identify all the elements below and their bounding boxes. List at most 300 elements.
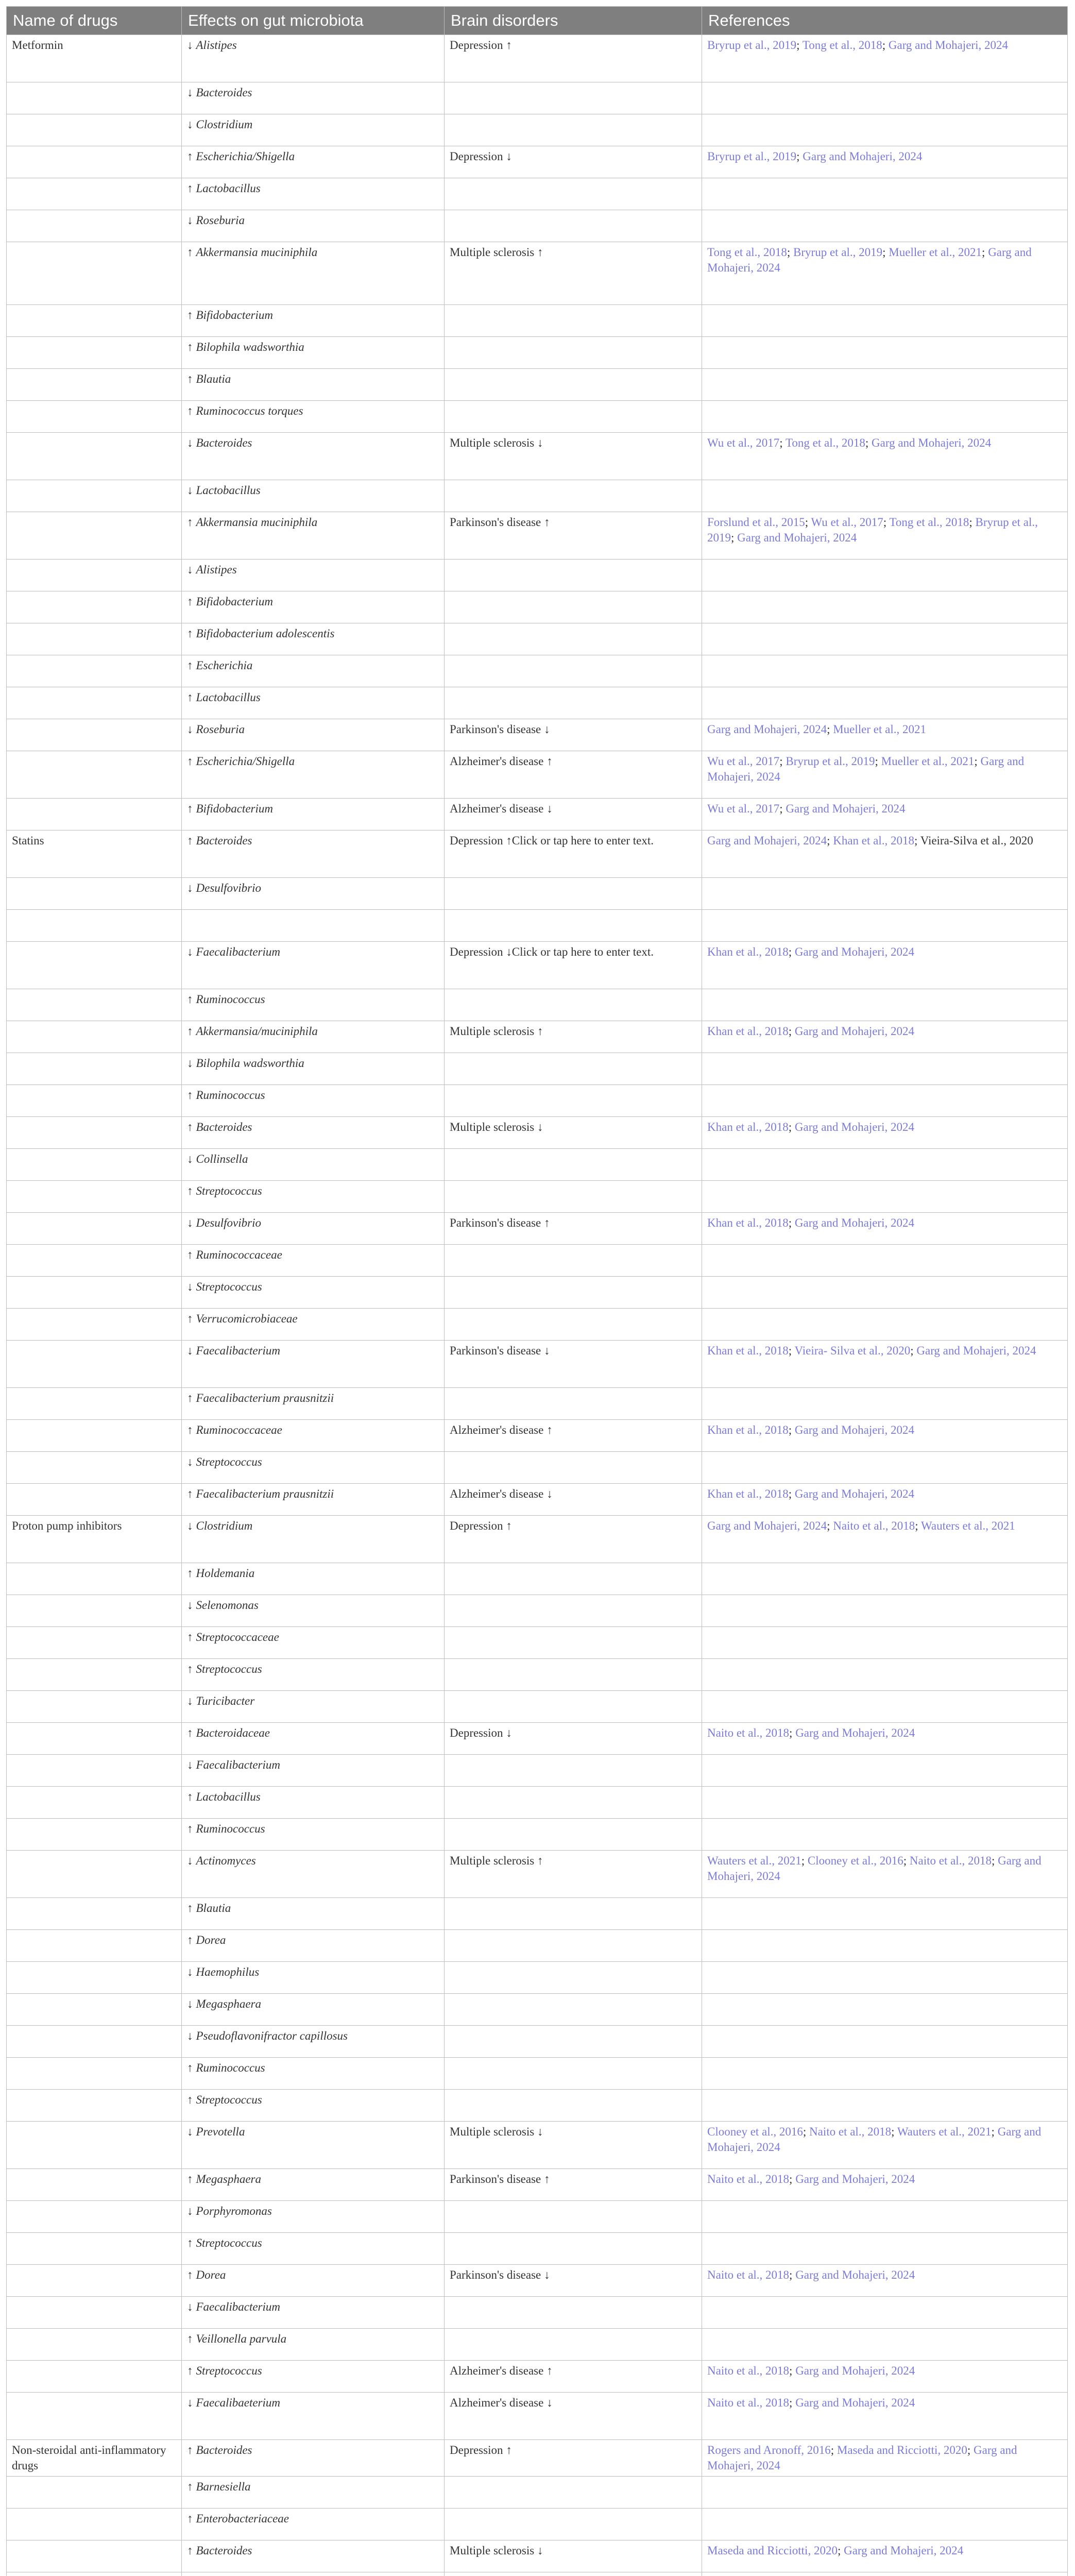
reference-separator: ; [789, 2268, 796, 2281]
reference-separator: ; [789, 1726, 796, 1739]
direction-arrow-icon: ↑ [187, 341, 193, 353]
brain-disorder-cell: Alzheimer's disease ↓ [445, 1484, 702, 1516]
microbiota-effect-cell [182, 2090, 445, 2122]
direction-arrow-icon: ↑ [187, 595, 193, 608]
references-cell [702, 687, 1068, 719]
brain-disorder-cell: Multiple sclerosis ↑ [445, 1021, 702, 1053]
table-row [7, 433, 1068, 480]
brain-disorder-cell: Parkinson's disease ↓ [445, 719, 702, 751]
drug-name-cell [7, 910, 182, 942]
drug-name-cell [7, 512, 182, 560]
table-row [7, 942, 1068, 989]
brain-disorder-cell [445, 1388, 702, 1420]
drug-name-cell [7, 1309, 182, 1341]
direction-arrow-icon: ↑ [187, 627, 193, 640]
reference-link[interactable]: Tong et al., 2018 [802, 39, 882, 52]
table-row [7, 1851, 1068, 1898]
reference-link[interactable]: Khan et al., 2018 [707, 1025, 789, 1038]
bacteria-name: Ruminococcus [196, 993, 265, 1006]
reference-link[interactable]: Maseda and Ricciotti, 2020 [707, 2544, 838, 2557]
references-cell [702, 1452, 1068, 1484]
table-row [7, 2090, 1068, 2122]
reference-link[interactable]: Garg and Mohajeri, 2024 [707, 246, 1032, 274]
drug-name-cell [7, 178, 182, 210]
reference-link[interactable]: Tong et al., 2018 [707, 246, 787, 259]
drug-name-cell [7, 1930, 182, 1962]
reference-link[interactable]: Garg and Mohajeri, 2024 [803, 150, 923, 163]
reference-link[interactable]: Bryrup et al., 2019 [707, 516, 1038, 544]
microbiota-effect-cell [182, 2201, 445, 2233]
brain-disorder-cell: Alzheimer's disease ↓ [445, 2393, 702, 2440]
table-row [7, 1930, 1068, 1962]
reference-link[interactable]: Naito et al., 2018 [707, 2173, 790, 2185]
microbiota-effect-cell [182, 480, 445, 512]
brain-disorder-cell [445, 1452, 702, 1484]
reference-link[interactable]: Wauters et al., 2021 [897, 2125, 992, 2138]
microbiota-effect-cell [182, 337, 445, 369]
reference-link[interactable]: Khan et al., 2018 [833, 834, 914, 847]
microbiota-effect-cell [182, 2509, 445, 2540]
direction-arrow-icon: ↑ [187, 2544, 193, 2557]
table-row [7, 1021, 1068, 1053]
reference-link[interactable]: Maseda and Ricciotti, 2020 [837, 2444, 967, 2456]
drug-name-cell [7, 1691, 182, 1723]
direction-arrow-icon: ↑ [187, 309, 193, 321]
direction-arrow-icon: ↑ [187, 2236, 193, 2249]
brain-disorder-cell: Depression ↓ [445, 1723, 702, 1755]
reference-link[interactable]: Garg and Mohajeri, 2024 [707, 834, 827, 847]
reference-link[interactable]: Garg and Mohajeri, 2024 [872, 436, 992, 449]
brain-disorder-cell [445, 2090, 702, 2122]
bacteria-name: Ruminococcus [196, 2061, 265, 2074]
references-cell [702, 623, 1068, 655]
table-row [7, 146, 1068, 178]
drug-name-cell: Non-steroidal anti-inflammatory drugs [7, 2440, 182, 2477]
table-row [7, 1181, 1068, 1213]
direction-arrow-icon: ↓ [187, 945, 193, 958]
references-cell [702, 1787, 1068, 1819]
brain-disorder-cell: Parkinson's disease ↓ [445, 1341, 702, 1388]
drug-name-cell [7, 1627, 182, 1659]
drug-name-cell [7, 1277, 182, 1309]
reference-link[interactable]: Garg and Mohajeri, 2024 [795, 2173, 915, 2185]
direction-arrow-icon: ↑ [187, 1663, 193, 1675]
direction-arrow-icon: ↓ [187, 1854, 193, 1867]
drug-name-cell [7, 1213, 182, 1245]
reference-link[interactable]: Wauters et al., 2021 [921, 1519, 1015, 1532]
table-row [7, 2572, 1068, 2576]
table-row [7, 2297, 1068, 2329]
bacteria-name: Bifidobacterium [196, 309, 273, 321]
microbiota-effect-cell [182, 1627, 445, 1659]
bacteria-name: Desulfovibrio [196, 1216, 261, 1229]
drug-name-cell [7, 1787, 182, 1819]
reference-link[interactable]: Garg and Mohajeri, 2024 [707, 2125, 1042, 2154]
table-row [7, 623, 1068, 655]
brain-disorder-cell: Alzheimer's disease ↑ [445, 751, 702, 799]
reference-link[interactable]: Forslund et al., 2015 [707, 516, 805, 529]
reference-separator: ; [789, 2396, 796, 2409]
reference-link[interactable]: Tong et al., 2018 [785, 436, 865, 449]
brain-disorder-cell [445, 2297, 702, 2329]
microbiota-effect-cell [182, 2297, 445, 2329]
reference-link[interactable]: Wauters et al., 2021 [707, 1854, 801, 1867]
reference-link[interactable]: Garg and Mohajeri, 2024 [707, 1854, 1042, 1883]
table-row [7, 2361, 1068, 2393]
drug-name-cell [7, 1723, 182, 1755]
brain-disorder-cell [445, 1245, 702, 1277]
reference-link[interactable]: Garg and Mohajeri, 2024 [794, 1487, 914, 1500]
bacteria-name: Clostridium [196, 1519, 253, 1532]
brain-disorder-cell [445, 1053, 702, 1085]
reference-link[interactable]: Garg and Mohajeri, 2024 [794, 1423, 914, 1436]
microbiota-effect-cell [182, 1755, 445, 1787]
brain-disorder-cell [445, 1563, 702, 1595]
reference-link[interactable]: Clooney et al., 2016 [807, 1854, 903, 1867]
reference-link[interactable]: Mueller et al., 2021 [889, 246, 982, 259]
table-header [7, 7, 1068, 35]
table-row [7, 1723, 1068, 1755]
references-cell [702, 2122, 1068, 2169]
bacteria-name: Desulfovibrio [196, 882, 261, 894]
bacteria-name: Megasphaera [196, 2173, 261, 2185]
direction-arrow-icon: ↓ [187, 1344, 193, 1357]
table-row [7, 1277, 1068, 1309]
direction-arrow-icon: ↑ [187, 2093, 193, 2106]
bacteria-name: Megasphaera [196, 1997, 261, 2010]
brain-disorder-cell [445, 114, 702, 146]
references-cell [702, 1309, 1068, 1341]
table-row [7, 1563, 1068, 1595]
drug-name-cell: Statins [7, 831, 182, 878]
table-row [7, 1691, 1068, 1723]
direction-arrow-icon: ↓ [187, 1216, 193, 1229]
drug-name-cell [7, 1962, 182, 1994]
table-row [7, 1420, 1068, 1452]
direction-arrow-icon: ↑ [187, 691, 193, 704]
reference-separator: ; [883, 516, 890, 529]
reference-link[interactable]: Naito et al., 2018 [707, 2364, 790, 2377]
reference-separator: ; [788, 1121, 795, 1133]
bacteria-name: Actinomyces [196, 1854, 256, 1867]
header-row [7, 7, 1068, 35]
brain-disorder-cell [445, 910, 702, 942]
reference-link[interactable]: Clooney et al., 2016 [707, 2125, 803, 2138]
microbiota-effect-cell [182, 1723, 445, 1755]
reference-link[interactable]: Garg and Mohajeri, 2024 [794, 1025, 914, 1038]
reference-link[interactable]: Garg and Mohajeri, 2024 [794, 945, 914, 958]
direction-arrow-icon: ↓ [187, 1455, 193, 1468]
references-cell [702, 2477, 1068, 2509]
reference-link[interactable]: Naito et al., 2018 [909, 1854, 992, 1867]
reference-link[interactable]: Garg and Mohajeri, 2024 [888, 39, 1008, 52]
microbiota-effect-cell [182, 655, 445, 687]
references-cell [702, 2440, 1068, 2477]
table-row [7, 1994, 1068, 2026]
reference-link[interactable]: Garg and Mohajeri, 2024 [707, 2444, 1017, 2472]
reference-link[interactable]: Garg and Mohajeri, 2024 [786, 802, 906, 815]
reference-link[interactable]: Garg and Mohajeri, 2024 [795, 2364, 915, 2377]
references-cell [702, 2540, 1068, 2572]
brain-disorder-cell [445, 1755, 702, 1787]
drug-name-cell [7, 1245, 182, 1277]
microbiota-effect-cell [182, 2233, 445, 2265]
reference-link[interactable]: Garg and Mohajeri, 2024 [795, 2396, 915, 2409]
direction-arrow-icon: ↓ [187, 2029, 193, 2042]
references-cell [702, 1723, 1068, 1755]
references-cell [702, 831, 1068, 878]
microbiota-effect-cell [182, 1021, 445, 1053]
reference-link[interactable]: Bryrup et al., 2019 [707, 39, 797, 52]
drug-name-cell [7, 82, 182, 114]
table-row [7, 1245, 1068, 1277]
brain-disorder-cell [445, 1930, 702, 1962]
brain-disorder-cell: Depression ↓Click or tap here to enter text. [445, 942, 702, 989]
reference-separator: ; [865, 436, 872, 449]
reference-link[interactable]: Khan et al., 2018 [707, 945, 789, 958]
brain-disorder-cell [445, 1085, 702, 1117]
reference-link[interactable]: Khan et al., 2018 [707, 1121, 789, 1133]
bacteria-name: Akkermansia muciniphila [196, 246, 318, 259]
reference-link[interactable]: Khan et al., 2018 [707, 1216, 789, 1229]
reference-link[interactable]: Tong et al., 2018 [889, 516, 969, 529]
microbiota-effect-cell [182, 989, 445, 1021]
microbiota-effect-cell [182, 1595, 445, 1627]
drug-name-cell [7, 1484, 182, 1516]
brain-disorder-cell: Depression ↑ [445, 1516, 702, 1563]
header-references: References [702, 7, 1068, 35]
table-row [7, 1627, 1068, 1659]
microbiota-effect-cell [182, 1085, 445, 1117]
direction-arrow-icon: ↑ [187, 1790, 193, 1803]
references-cell [702, 512, 1068, 560]
reference-link[interactable]: Mueller et al., 2021 [881, 755, 975, 768]
brain-disorder-cell [445, 1994, 702, 2026]
drug-name-cell [7, 1085, 182, 1117]
reference-link[interactable]: Wu et al., 2017 [707, 802, 780, 815]
brain-disorder-cell: Parkinson's disease ↓ [445, 2265, 702, 2297]
drug-name-cell [7, 1420, 182, 1452]
reference-link[interactable]: Bryrup et al., 2019 [707, 150, 797, 163]
direction-arrow-icon: ↑ [187, 1487, 193, 1500]
direction-arrow-icon: ↑ [187, 182, 193, 195]
drug-name-cell [7, 210, 182, 242]
drug-name-cell [7, 591, 182, 623]
bacteria-name: Alistipes [196, 39, 237, 52]
bacteria-name: Lactobacillus [196, 1790, 261, 1803]
reference-link[interactable]: Naito et al., 2018 [707, 2268, 790, 2281]
references-cell [702, 878, 1068, 910]
header-brain-disorders: Brain disorders [445, 7, 702, 35]
table-row [7, 480, 1068, 512]
reference-link[interactable]: Khan et al., 2018 [707, 1487, 789, 1500]
reference-link[interactable]: Naito et al., 2018 [707, 2396, 790, 2409]
bacteria-name: Ruminococcaceae [196, 1423, 282, 1436]
bacteria-name: Lactobacillus [196, 691, 261, 704]
direction-arrow-icon: ↑ [187, 1184, 193, 1197]
table-row [7, 1452, 1068, 1484]
reference-link[interactable]: Garg and Mohajeri, 2024 [795, 2268, 915, 2281]
microbiota-effect-cell [182, 2440, 445, 2477]
reference-link[interactable]: Garg and Mohajeri, 2024 [707, 755, 1025, 783]
reference-link[interactable]: Garg and Mohajeri, 2024 [737, 531, 857, 544]
drug-name-cell [7, 1851, 182, 1898]
drug-name-cell [7, 2058, 182, 2090]
microbiota-effect-cell [182, 1245, 445, 1277]
brain-disorder-cell [445, 337, 702, 369]
reference-link[interactable]: Wu et al., 2017 [707, 436, 780, 449]
references-cell [702, 114, 1068, 146]
microbiota-effect-cell [182, 2572, 445, 2576]
reference-link[interactable]: Garg and Mohajeri, 2024 [794, 1121, 914, 1133]
microbiota-effect-cell [182, 1117, 445, 1149]
reference-link[interactable]: Garg and Mohajeri, 2024 [794, 1216, 914, 1229]
table-row [7, 1755, 1068, 1787]
reference-separator: ; [882, 246, 889, 259]
brain-disorder-cell [445, 591, 702, 623]
reference-separator: ; [787, 246, 794, 259]
brain-disorder-cell: Alzheimer's disease ↓ [445, 799, 702, 831]
reference-separator: ; [731, 531, 738, 544]
bacteria-name: Escherichia [196, 659, 253, 672]
drug-name-cell: Proton pump inhibitors [7, 1516, 182, 1563]
bacteria-name: Porphyromonas [196, 2205, 272, 2217]
drug-name-cell [7, 2393, 182, 2440]
direction-arrow-icon: ↓ [187, 723, 193, 736]
bacteria-name: Enterobacteriaceae [196, 2512, 289, 2525]
drug-name-cell [7, 2026, 182, 2058]
reference-link[interactable]: Vieira- Silva et al., 2020 [794, 1344, 911, 1357]
reference-separator: ; [982, 246, 988, 259]
direction-arrow-icon: ↓ [187, 1997, 193, 2010]
direction-arrow-icon: ↑ [187, 2173, 193, 2185]
table-row [7, 2440, 1068, 2477]
drug-name-cell [7, 751, 182, 799]
microbiota-effect-cell [182, 2058, 445, 2090]
direction-arrow-icon: ↑ [187, 1902, 193, 1914]
brain-disorder-cell [445, 989, 702, 1021]
bacteria-name: Ruminococcus [196, 1089, 265, 1101]
brain-disorder-cell [445, 687, 702, 719]
brain-disorder-cell [445, 1898, 702, 1930]
reference-link[interactable]: Rogers and Aronoff, 2016 [707, 2444, 831, 2456]
drug-name-cell [7, 2122, 182, 2169]
direction-arrow-icon: ↓ [187, 882, 193, 894]
reference-separator: ; [779, 755, 786, 768]
reference-link[interactable]: Garg and Mohajeri, 2024 [707, 1519, 827, 1532]
direction-arrow-icon: ↑ [187, 246, 193, 259]
drug-name-cell [7, 369, 182, 401]
drug-name-cell: Metformin [7, 35, 182, 82]
direction-arrow-icon: ↑ [187, 755, 193, 768]
references-cell [702, 2169, 1068, 2201]
drug-name-cell [7, 2090, 182, 2122]
references-cell [702, 433, 1068, 480]
table-row [7, 2058, 1068, 2090]
reference-link[interactable]: Naito et al., 2018 [707, 1726, 790, 1739]
bacteria-name: Faecalibacterium [196, 945, 281, 958]
bacteria-name: Faecalibacterium prausnitzii [196, 1392, 334, 1404]
table-row [7, 2329, 1068, 2361]
brain-disorder-cell [445, 210, 702, 242]
reference-separator: ; [875, 755, 881, 768]
bacteria-name: Streptococcus [196, 2093, 262, 2106]
drug-name-cell [7, 242, 182, 305]
references-cell [702, 2329, 1068, 2361]
reference-link[interactable]: Khan et al., 2018 [707, 1423, 789, 1436]
references-cell [702, 2026, 1068, 2058]
drug-name-cell [7, 337, 182, 369]
table-row [7, 1309, 1068, 1341]
references-cell [702, 2233, 1068, 2265]
reference-link[interactable]: Garg and Mohajeri, 2024 [795, 1726, 915, 1739]
bacteria-name: Bacteroides [196, 834, 252, 847]
brain-disorder-cell [445, 305, 702, 337]
bacteria-name: Alistipes [196, 563, 237, 576]
microbiota-effect-cell [182, 1341, 445, 1388]
bacteria-name: Akkermansia muciniphila [196, 516, 318, 529]
reference-link[interactable]: Khan et al., 2018 [707, 1344, 789, 1357]
direction-arrow-icon: ↑ [187, 2480, 193, 2493]
direction-arrow-icon: ↓ [187, 2205, 193, 2217]
reference-link[interactable]: Bryrup et al., 2019 [786, 755, 875, 768]
reference-link[interactable]: Wu et al., 2017 [707, 755, 780, 768]
drug-name-cell [7, 989, 182, 1021]
reference-link[interactable]: Bryrup et al., 2019 [793, 246, 883, 259]
table-row [7, 799, 1068, 831]
microbiota-effect-cell [182, 512, 445, 560]
microbiota-effect-cell [182, 2169, 445, 2201]
brain-disorder-cell: Multiple sclerosis ↓ [445, 2540, 702, 2572]
references-cell [702, 1245, 1068, 1277]
reference-link[interactable]: Garg and Mohajeri, 2024 [916, 1344, 1036, 1357]
reference-link[interactable]: Naito et al., 2018 [809, 2125, 892, 2138]
references-cell [702, 146, 1068, 178]
references-cell [702, 1994, 1068, 2026]
drug-name-cell [7, 655, 182, 687]
brain-disorder-cell: Depression ↑ [445, 35, 702, 82]
direction-arrow-icon: ↓ [187, 2125, 193, 2138]
direction-arrow-icon: ↑ [187, 1089, 193, 1101]
brain-disorder-cell: Multiple sclerosis ↓ [445, 2122, 702, 2169]
bacteria-name: Streptococcus [196, 1280, 262, 1293]
brain-disorder-cell [445, 1309, 702, 1341]
microbiota-effect-cell [182, 210, 445, 242]
brain-disorder-cell [445, 82, 702, 114]
table-row [7, 35, 1068, 82]
brain-disorder-cell: Alzheimer's disease ↑ [445, 2361, 702, 2393]
table-row [7, 1595, 1068, 1627]
reference-link[interactable]: Naito et al., 2018 [833, 1519, 915, 1532]
reference-separator: ; [803, 2125, 810, 2138]
direction-arrow-icon: ↑ [187, 993, 193, 1006]
bacteria-name: Dorea [196, 2268, 226, 2281]
references-cell [702, 751, 1068, 799]
microbiota-effect-cell [182, 1213, 445, 1245]
reference-link[interactable]: Mueller et al., 2021 [833, 723, 926, 736]
microbiota-effect-cell [182, 1277, 445, 1309]
drug-name-cell [7, 433, 182, 480]
drug-name-cell [7, 1053, 182, 1085]
reference-link[interactable]: Garg and Mohajeri, 2024 [844, 2544, 964, 2557]
reference-link[interactable]: Garg and Mohajeri, 2024 [707, 723, 827, 736]
bacteria-name: Collinsella [196, 1153, 248, 1165]
reference-link[interactable]: Wu et al., 2017 [811, 516, 883, 529]
brain-disorder-cell [445, 2329, 702, 2361]
references-cell [702, 719, 1068, 751]
bacteria-name: Lactobacillus [196, 484, 261, 497]
drug-name-cell [7, 1819, 182, 1851]
